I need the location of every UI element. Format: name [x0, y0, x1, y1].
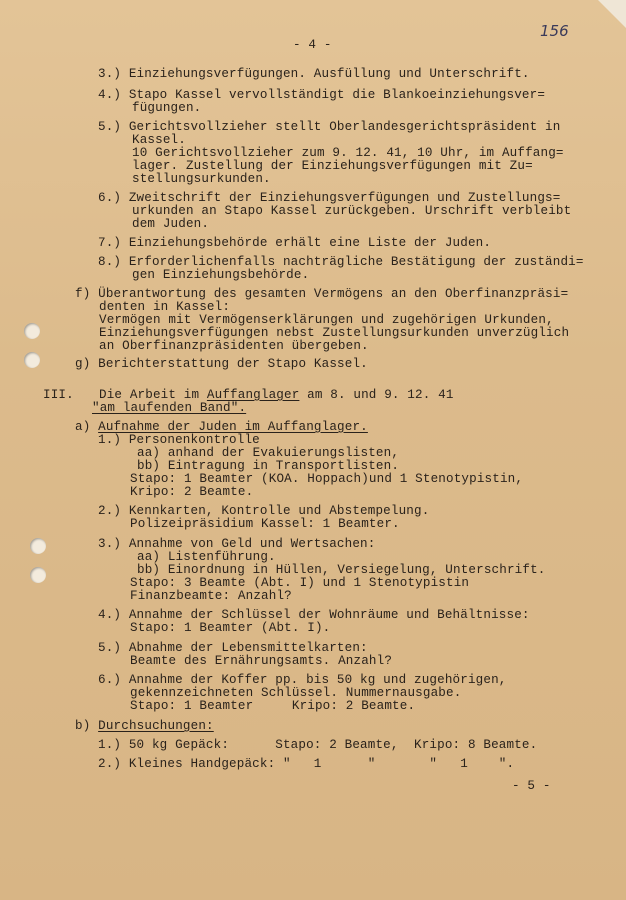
list-item: Stapo: 3 Beamte (Abt. I) und 1 Stenotypistin	[130, 576, 470, 590]
section-title-pre: Die Arbeit im	[99, 388, 207, 402]
punch-hole	[30, 538, 46, 554]
section-f: Vermögen mit Vermögenserklärungen und zugehörigen Urkunden,	[99, 313, 554, 327]
subsection-a-title: Aufnahme der Juden im Auffanglager.	[98, 420, 368, 434]
subsection-a-letter: a)	[75, 420, 99, 434]
list-item: bb) Einordnung in Hüllen, Versiegelung, Unterschrift.	[137, 563, 546, 577]
list-item: 2.) Kleines Handgepäck: " 1 " " 1 ".	[98, 757, 515, 771]
next-page-indicator: - 5 -	[512, 779, 551, 793]
subsection-b-title: Durchsuchungen:	[98, 719, 214, 733]
list-item: 3.) Annahme von Geld und Wertsachen:	[98, 537, 376, 551]
list-item: Stapo: 1 Beamter (Abt. I).	[130, 621, 331, 635]
subsection-b-letter: b)	[75, 719, 99, 733]
list-item: 8.) Erforderlichenfalls nachträgliche Bestätigung der zuständi=	[98, 255, 584, 269]
list-item: stellungsurkunden.	[132, 172, 271, 186]
list-item: gekennzeichneten Schlüssel. Nummernausgabe.	[130, 686, 462, 700]
section-f: denten in Kassel:	[99, 300, 231, 314]
list-item: 6.) Annahme der Koffer pp. bis 50 kg und zugehörigen,	[98, 673, 507, 687]
punch-hole	[24, 352, 40, 368]
list-item: 4.) Annahme der Schlüssel der Wohnräume und Behältnisse:	[98, 608, 530, 622]
list-item: Stapo: 1 Beamter (KOA. Hoppach)und 1 Stenotypistin,	[130, 472, 524, 486]
list-item: 3.) Einziehungsverfügungen. Ausfüllung und Unterschrift.	[98, 67, 530, 81]
list-item: dem Juden.	[132, 217, 210, 231]
section-f: f) Überantwortung des gesamten Vermögens an den Oberfinanzpräsi=	[75, 287, 569, 301]
punch-hole	[24, 323, 40, 339]
section-f: Einziehungsverfügungen nebst Zustellungsurkunden unverzüglich	[99, 326, 570, 340]
list-item: 5.) Abnahme der Lebensmittelkarten:	[98, 641, 368, 655]
section-g: g) Berichterstattung der Stapo Kassel.	[75, 357, 368, 371]
archive-number: 156	[540, 22, 569, 40]
list-item: aa) Listenführung.	[137, 550, 276, 564]
list-item: gen Einziehungsbehörde.	[132, 268, 310, 282]
page-number: - 4 -	[293, 38, 332, 52]
list-item: Beamte des Ernährungsamts. Anzahl?	[130, 654, 393, 668]
list-item: fügungen.	[132, 101, 202, 115]
list-item: Finanzbeamte: Anzahl?	[130, 589, 292, 603]
list-item: 1.) Personenkontrolle	[98, 433, 260, 447]
list-item: aa) anhand der Evakuierungslisten,	[137, 446, 400, 460]
punch-hole	[30, 567, 46, 583]
section-numeral: III.	[43, 388, 74, 402]
list-item: 7.) Einziehungsbehörde erhält eine Liste der Juden.	[98, 236, 492, 250]
section-subtitle: "am laufenden Band".	[92, 401, 247, 415]
list-item: Kripo: 2 Beamte.	[130, 485, 254, 499]
list-item: 5.) Gerichtsvollzieher stellt Oberlandesgerichtspräsident in	[98, 120, 561, 134]
list-item: 10 Gerichtsvollzieher zum 9. 12. 41, 10 Uhr, im Auffang=	[132, 146, 564, 160]
page-corner	[598, 0, 626, 28]
list-item: 1.) 50 kg Gepäck: Stapo: 2 Beamte, Kripo: 8 Beamte.	[98, 738, 538, 752]
list-item: lager. Zustellung der Einziehungsverfügungen mit Zu=	[132, 159, 533, 173]
list-item: Polizeipräsidium Kassel: 1 Beamter.	[130, 517, 400, 531]
list-item: Stapo: 1 Beamter Kripo: 2 Beamte.	[130, 699, 416, 713]
list-item: 6.) Zweitschrift der Einziehungsverfügungen und Zustellungs=	[98, 191, 561, 205]
section-title-post: am 8. und 9. 12. 41	[299, 388, 454, 402]
list-item: urkunden an Stapo Kassel zurückgeben. Urschrift verbleibt	[132, 204, 572, 218]
section-f: an Oberfinanzpräsidenten übergeben.	[99, 339, 369, 353]
list-item: Kassel.	[132, 133, 186, 147]
list-item: bb) Eintragung in Transportlisten.	[137, 459, 400, 473]
section-title-underlined: Auffanglager	[206, 388, 300, 402]
subsection-b-heading	[75, 720, 214, 733]
list-item: 4.) Stapo Kassel vervollständigt die Blankoeinziehungsver=	[98, 88, 546, 102]
list-item: 2.) Kennkarten, Kontrolle und Abstempelung.	[98, 504, 430, 518]
